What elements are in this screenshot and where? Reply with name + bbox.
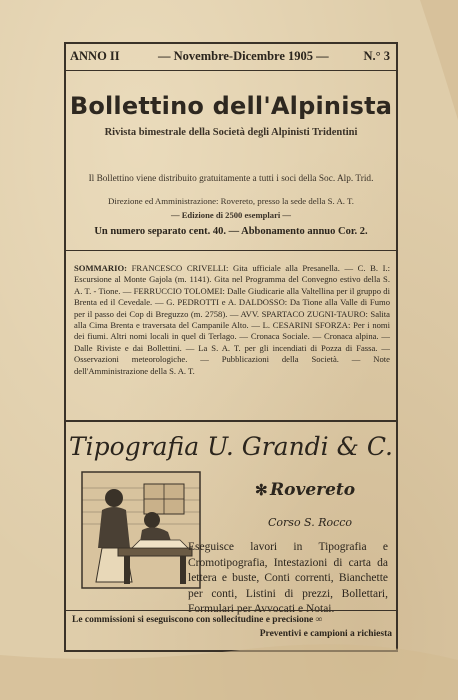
footer-commissions: Le commissioni si eseguiscono con sollecitudine e precisione ∞ [72,615,323,625]
footer-quotes: Preventivi e campioni a richiesta [259,629,392,639]
magazine-title: Bollettino dell'Alpinista [69,92,393,120]
advert-company: Tipografia U. Grandi & C. [68,432,394,461]
issue-date: — Novembre-Dicembre 1905 — [158,49,329,63]
advert-description: Eseguisce lavori in Tipografia e Cromotipografia, Intestazioni di carta da lettera e buste, Conti correnti, Bianchette per conti, Listini di prezzi, Bollettari, Formulari per Avvocati e Notai. [188,541,388,615]
issue-number: N.° 3 [363,49,390,63]
asterisk-icon: ✻ [255,483,268,499]
summary-top-rule [66,250,396,251]
header-rule [66,70,396,71]
table-of-contents [74,263,390,377]
magazine-subtitle: Rivista bimestrale della Società degli Alpinisti Tridentini [104,127,358,138]
administration-note: Direzione ed Amministrazione: Rovereto, presso la sede della S. A. T. [108,196,354,206]
footer-rule [66,610,396,611]
year-label: ANNO II [70,49,120,63]
distribution-note: Il Bollettino viene distribuito gratuitamente a tutti i soci della Soc. Alp. Trid. [88,174,374,184]
advert-street: Corso S. Rocco [268,516,353,529]
advert-city: Rovereto [270,480,356,500]
price-note: Un numero separato cent. 40. — Abbonamento annuo Cor. 2. [94,226,368,237]
summary-text: FRANCESCO CRIVELLI: Gita ufficiale alla Presanella. — C. B. I.: Escursione al Monte Gajola (m. 1141). Gita nel Programma del Convegno estivo della S. A. T. - Tione. — FERRUCCIO TOLOMEI: Dalle Giudicarie alla Valtellina per il gruppo di Brenta ed il Cevedale. — G. PEDROTTI e A. DALDOSSO: Da Tione alla Valle di Fumo per il passo dei Cop di Breguzzo (m. 2758). — AVV. SPARTACO ZUGNI-TAURO: Salita alla Cima Brenta e traversata del Campanile Alto. — L. CESARINI SFORZA: Per i nomi dei fiumi. Altri nomi locali in quel di Terlago. — Cronaca Sociale. — Cronaca alpina. — Dalle Riviste e dai Bollettini. — La S. A. T. per gli incendiati di Pozza di Fassa. — Osservazioni meteorologiche. — Pubblicazioni della Società. — Note dell'Amministrazione della S. A. T. [74,263,390,376]
masthead-top-row [66,49,396,67]
printing-press-illustration [80,470,202,590]
summary-lead: SOMMARIO: [74,263,127,273]
advert-top-rule [66,420,396,422]
edition-note: — Edizione di 2500 esemplari — [170,210,292,220]
